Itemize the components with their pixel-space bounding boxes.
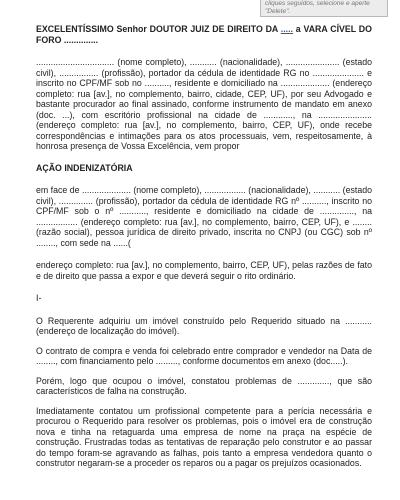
title-suffix: a VARA CÍVEL DO FORO .............. (36, 24, 372, 45)
expert-paragraph: Imediatamente contatou um profissional competente para a perícia necessária e procurou o Requerido para resolver os problemas, pois o imóvel era de construção nova e tinha na retaguarda uma empresa de nome na praça na espécie de construção. Frustradas todas as tentativas de reparação pelo construtor e ao passar do tempo foram-se agravando as falhas, pois tanto a empresa vendedora quanto o construtor negaram-se a proceder os reparos ou a pagar os prejuízos ocasionados. (36, 405, 372, 468)
document-body (36, 24, 372, 469)
instruction-tooltip: cliques seguidos, selecione e aperte "Delete". (260, 0, 388, 17)
contract-paragraph: O contrato de compra e venda foi celebrado entre comprador e vendedor na Data de ........, com financiamento pelo ........., conforme documentos em anexo (doc.....). (36, 345, 372, 366)
purchase-paragraph: O Requerente adquiriu um imóvel construído pelo Requerido situado na ........... (endereço de localização do imóvel). (36, 315, 372, 336)
section-number: I- (36, 293, 42, 303)
problems-paragraph: Porém, logo que ocupou o imóvel, constatou problemas de ............., que são característicos de falha na construção. (36, 375, 372, 396)
defendant-qualification-paragraph: em face de .................... (nome completo), ................. (nacionalidade), ........... (estado civil), .............. (profissão), portador da cédula de identidade RG nº .........., inscrito no CPF/MF sob o nº ..........., residente e domiciliado na cidade de .............., na ................. (endereço completo: rua [av.], no complemento, bairro, CEP, UF), e ........ (razão social), pessoa jurídica de direito privado, inscrita no CNPJ (ou CGC) sob nº ........, com sede na ......( (36, 185, 372, 248)
court-number-field[interactable]: ..... (280, 24, 293, 34)
plaintiff-qualification-paragraph: ................................ (nome completo), ........... (nacionalidade), ...................... (estado civil), ................ (profissão), portador da cédula de identidade RG no ..................... e inscrito no CPF/MF sob no .........., residente e domiciliado na .................... (endereço completo: rua [av.], no complemento, bairro, cidade, CEP, UF), por seu Advogado e bastante procurador ao final assinado, conforme instrumento de mandato em anexo (doc. ...), com escritório profissional na cidade de ............, na ...................... (endereço completo: rua [av.], no complemento, bairro, CEP, UF), onde recebe correspondências e intimações para os atos processuais, vem, respeitosamente, à honrosa presença de Vossa Excelência, vem propor (36, 57, 372, 151)
court-address-heading (36, 24, 372, 45)
title-prefix: EXCELENTÍSSIMO Senhor DOUTOR JUIZ DE DIREITO DA (36, 24, 281, 34)
action-title: AÇÃO INDENIZATÓRIA (36, 162, 133, 173)
defendant-address-paragraph: endereço completo: rua [av.], no complemento, bairro, CEP, UF), pelas razões de fato e de direito que passa a expor e que deverá seguir o rito ordinário. (36, 260, 372, 281)
